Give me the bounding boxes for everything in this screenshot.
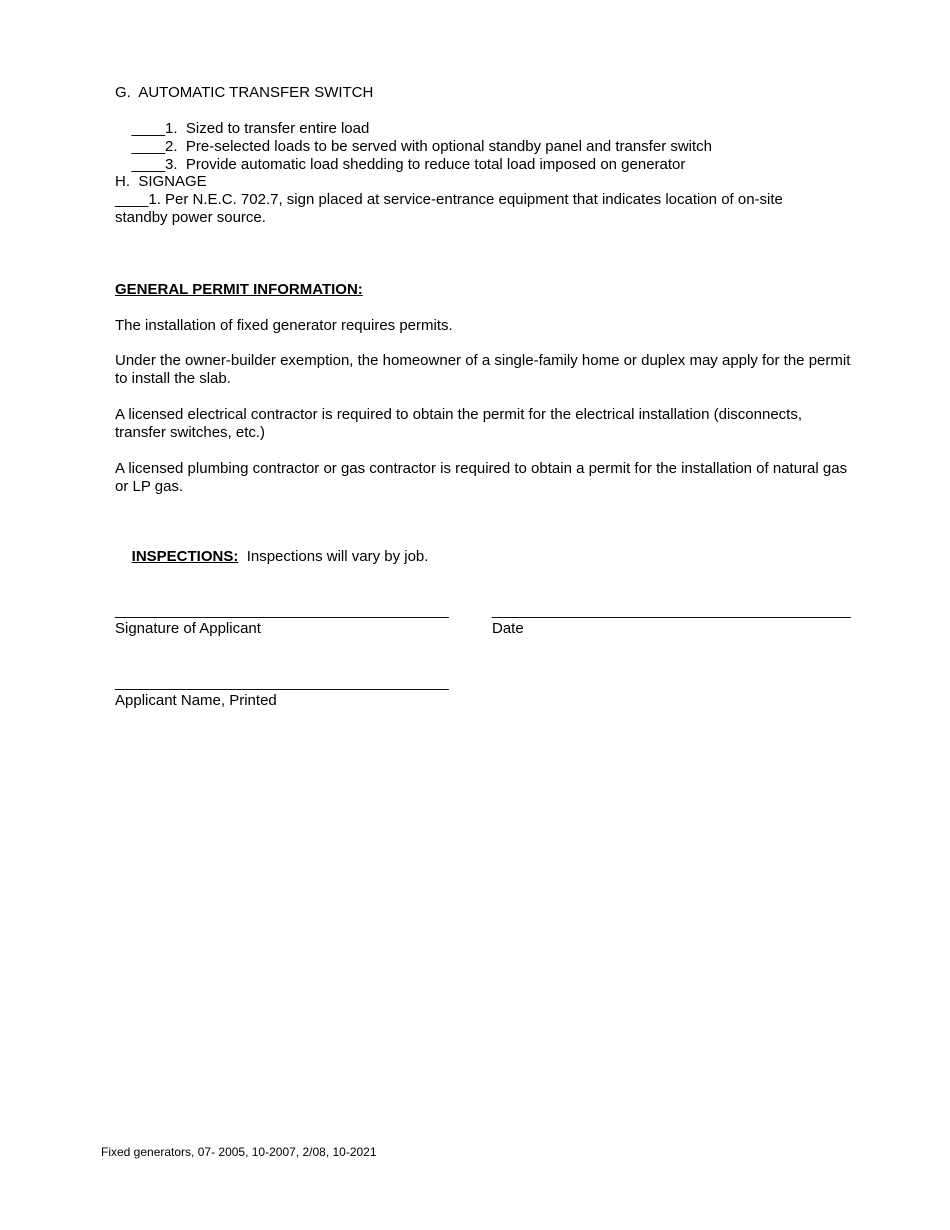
footer-revision-text: Fixed generators, 07- 2005, 10-2007, 2/08, 10-2021 [101, 1145, 377, 1159]
checklist-item-text: 3. Provide automatic load shedding to reduce total load imposed on generator [165, 156, 686, 173]
signature-label: Signature of Applicant [115, 620, 261, 637]
permit-paragraph-3: A licensed electrical contractor is required to obtain the permit for the electrical installation (disconnects, transfer switches, etc.) [115, 406, 803, 441]
inspections-text: Inspections will vary by job. [246, 548, 429, 565]
general-permit-heading: GENERAL PERMIT INFORMATION: [115, 281, 363, 298]
section-h-item-1 [115, 191, 835, 227]
signature-line[interactable]: ________________________________________ [115, 602, 449, 619]
permit-paragraph-2: Under the owner-builder exemption, the homeowner of a single-family home or duplex may apply for the permit to install the slab. [115, 352, 851, 387]
date-label: Date [492, 620, 524, 637]
checklist-item-text: 2. Pre-selected loads to be served with optional standby panel and transfer switch [165, 138, 713, 155]
permit-paragraph-1: The installation of fixed generator requires permits. [115, 317, 453, 334]
inspections-line [115, 530, 428, 584]
date-line[interactable]: ___________________________________________ [492, 602, 851, 619]
checklist-item-text: 1. Per N.E.C. 702.7, sign placed at service-entrance equipment that indicates location of on-site standby power source. [115, 191, 783, 226]
section-g-heading: G. AUTOMATIC TRANSFER SWITCH [115, 84, 374, 101]
section-h-heading: H. SIGNAGE [115, 173, 207, 190]
inspections-label: INSPECTIONS: [131, 548, 239, 565]
permit-paragraph-4: A licensed plumbing contractor or gas contractor is required to obtain a permit for the installation of natural gas or LP gas. [115, 460, 848, 495]
applicant-name-label: Applicant Name, Printed [115, 692, 277, 709]
checklist-blank[interactable]: ____ [131, 156, 166, 173]
applicant-name-line[interactable]: ________________________________________ [115, 674, 449, 691]
checklist-item-text: 1. Sized to transfer entire load [165, 120, 370, 137]
checklist-blank[interactable]: ____ [115, 191, 149, 208]
checklist-blank[interactable]: ____ [131, 120, 166, 137]
checklist-blank[interactable]: ____ [131, 138, 166, 155]
